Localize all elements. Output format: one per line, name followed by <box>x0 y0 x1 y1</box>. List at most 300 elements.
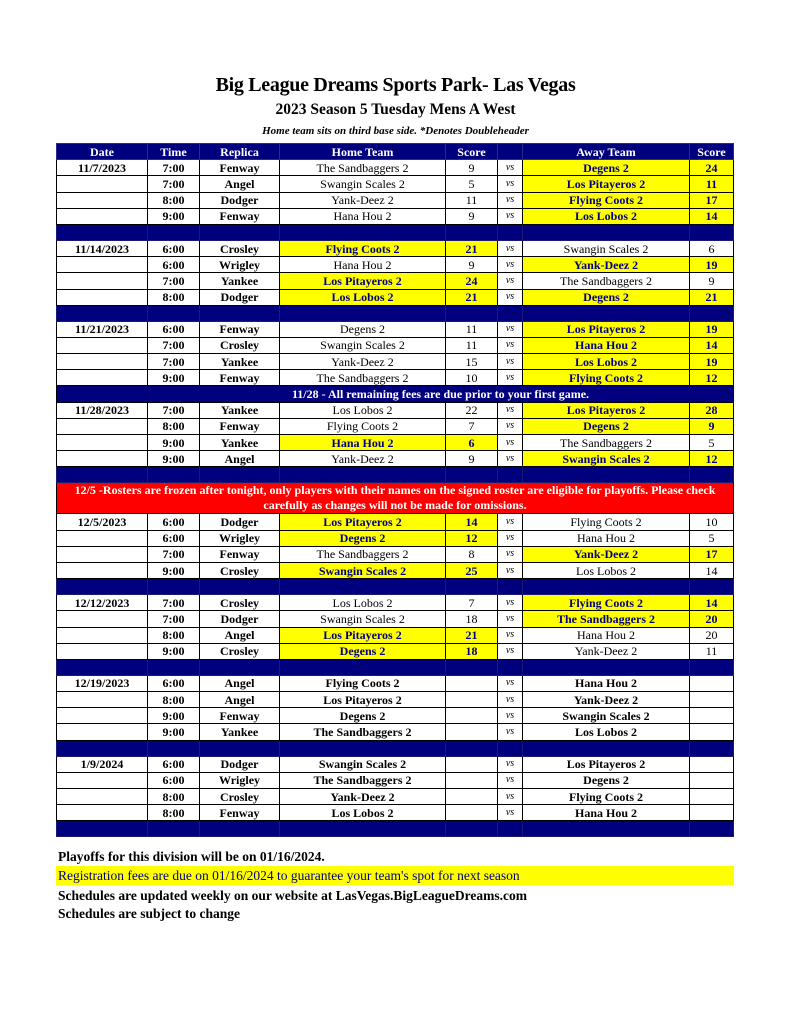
col-vs <box>498 144 523 160</box>
game-row <box>57 451 734 467</box>
game-date <box>57 435 148 451</box>
game-field: Crosley <box>200 562 280 578</box>
game-field: Yankee <box>200 273 280 289</box>
separator-cell <box>280 821 446 837</box>
game-row <box>57 772 734 788</box>
vs-label: vs <box>498 240 523 256</box>
game-date <box>57 708 148 724</box>
home-score: 7 <box>446 418 498 434</box>
home-team: Swangin Scales 2 <box>280 756 446 772</box>
playoffs-note: Playoffs for this division will be on 01/16/2024. <box>58 849 325 864</box>
game-field: Fenway <box>200 208 280 224</box>
separator-cell <box>280 740 446 756</box>
vs-label: vs <box>498 756 523 772</box>
away-score: 14 <box>690 208 734 224</box>
game-row <box>57 192 734 208</box>
home-score: 11 <box>446 192 498 208</box>
game-row <box>57 627 734 643</box>
separator-cell <box>446 740 498 756</box>
separator-cell <box>498 224 523 240</box>
away-score: 19 <box>690 354 734 370</box>
game-row <box>57 562 734 578</box>
vs-label: vs <box>498 418 523 434</box>
home-score <box>446 805 498 821</box>
separator-cell <box>523 740 690 756</box>
separator-cell <box>690 579 734 595</box>
away-team: Hana Hou 2 <box>523 337 690 353</box>
col-home-score: Score <box>446 144 498 160</box>
game-date <box>57 370 148 386</box>
page-title: Big League Dreams Sports Park- Las Vegas <box>215 74 576 96</box>
game-time: 8:00 <box>148 192 200 208</box>
header-row <box>57 144 734 160</box>
separator-cell <box>690 821 734 837</box>
separator-cell <box>498 467 523 483</box>
vs-label: vs <box>498 192 523 208</box>
away-team: Hana Hou 2 <box>523 530 690 546</box>
separator-cell <box>498 740 523 756</box>
away-team: Degens 2 <box>523 160 690 176</box>
game-date <box>57 208 148 224</box>
game-field: Crosley <box>200 240 280 256</box>
away-score: 14 <box>690 595 734 611</box>
game-row <box>57 208 734 224</box>
vs-label: vs <box>498 595 523 611</box>
game-field: Crosley <box>200 595 280 611</box>
home-team: Degens 2 <box>280 530 446 546</box>
home-team: The Sandbaggers 2 <box>280 546 446 562</box>
vs-label: vs <box>498 627 523 643</box>
home-team: The Sandbaggers 2 <box>280 772 446 788</box>
game-time: 9:00 <box>148 435 200 451</box>
game-time: 6:00 <box>148 240 200 256</box>
away-team: Flying Coots 2 <box>523 514 690 530</box>
game-date: 11/28/2023 <box>57 402 148 418</box>
away-score <box>690 724 734 740</box>
away-team: The Sandbaggers 2 <box>523 435 690 451</box>
away-team: Hana Hou 2 <box>523 627 690 643</box>
separator-cell <box>57 740 148 756</box>
home-team: Yank-Deez 2 <box>280 451 446 467</box>
game-field: Wrigley <box>200 530 280 546</box>
away-score <box>690 692 734 708</box>
game-row <box>57 756 734 772</box>
separator-cell <box>280 579 446 595</box>
separator-cell <box>148 224 200 240</box>
game-date <box>57 643 148 659</box>
home-score: 21 <box>446 240 498 256</box>
vs-label: vs <box>498 160 523 176</box>
away-score: 17 <box>690 192 734 208</box>
separator-cell <box>200 740 280 756</box>
game-row <box>57 402 734 418</box>
separator-cell <box>200 467 280 483</box>
game-row <box>57 530 734 546</box>
game-row <box>57 370 734 386</box>
week-separator <box>57 579 734 595</box>
vs-label: vs <box>498 724 523 740</box>
game-row <box>57 289 734 305</box>
game-field: Crosley <box>200 789 280 805</box>
game-date <box>57 692 148 708</box>
week-separator <box>57 659 734 675</box>
home-team: Los Pitayeros 2 <box>280 692 446 708</box>
game-time: 7:00 <box>148 354 200 370</box>
away-team: Yank-Deez 2 <box>523 257 690 273</box>
game-row <box>57 354 734 370</box>
game-time: 9:00 <box>148 451 200 467</box>
home-score: 21 <box>446 289 498 305</box>
separator-cell <box>690 740 734 756</box>
game-date <box>57 724 148 740</box>
home-team: Los Pitayeros 2 <box>280 273 446 289</box>
vs-label: vs <box>498 789 523 805</box>
vs-label: vs <box>498 514 523 530</box>
away-team: Flying Coots 2 <box>523 789 690 805</box>
away-team: Degens 2 <box>523 418 690 434</box>
game-row <box>57 643 734 659</box>
home-team: Los Lobos 2 <box>280 402 446 418</box>
separator-cell <box>523 224 690 240</box>
game-time: 6:00 <box>148 756 200 772</box>
away-team: Flying Coots 2 <box>523 595 690 611</box>
game-time: 6:00 <box>148 675 200 691</box>
separator-cell <box>523 659 690 675</box>
game-time: 9:00 <box>148 643 200 659</box>
game-row <box>57 418 734 434</box>
home-team-note: Home team sits on third base side. *Denotes Doubleheader <box>262 125 529 137</box>
home-score: 18 <box>446 611 498 627</box>
separator-cell <box>446 579 498 595</box>
game-date <box>57 562 148 578</box>
vs-label: vs <box>498 370 523 386</box>
away-team: The Sandbaggers 2 <box>523 273 690 289</box>
vs-label: vs <box>498 321 523 337</box>
game-date <box>57 805 148 821</box>
game-row <box>57 321 734 337</box>
away-team: Swangin Scales 2 <box>523 240 690 256</box>
disclaimer-note: Schedules are subject to change <box>58 906 240 921</box>
home-score: 21 <box>446 627 498 643</box>
vs-label: vs <box>498 562 523 578</box>
game-date <box>57 337 148 353</box>
home-team: Flying Coots 2 <box>280 240 446 256</box>
away-score: 20 <box>690 627 734 643</box>
away-score: 10 <box>690 514 734 530</box>
vs-label: vs <box>498 805 523 821</box>
separator-cell <box>690 305 734 321</box>
col-date: Date <box>57 144 148 160</box>
away-team: Degens 2 <box>523 772 690 788</box>
home-score <box>446 708 498 724</box>
game-time: 6:00 <box>148 514 200 530</box>
game-date: 12/12/2023 <box>57 595 148 611</box>
fees-notice-row <box>57 386 734 402</box>
away-team: The Sandbaggers 2 <box>523 611 690 627</box>
away-team: Hana Hou 2 <box>523 805 690 821</box>
away-score: 5 <box>690 435 734 451</box>
home-team: Hana Hou 2 <box>280 435 446 451</box>
away-score: 20 <box>690 611 734 627</box>
home-score: 5 <box>446 176 498 192</box>
game-field: Fenway <box>200 418 280 434</box>
away-score: 28 <box>690 402 734 418</box>
separator-cell <box>690 224 734 240</box>
home-score: 18 <box>446 643 498 659</box>
game-date <box>57 627 148 643</box>
away-team: Flying Coots 2 <box>523 370 690 386</box>
roster-alert: 12/5 -Rosters are frozen after tonight, only players with their names on the signed roster are eligible for playoffs. Please check carefully as changes will not be made for omissions. <box>57 483 734 514</box>
week-separator <box>57 740 734 756</box>
game-date <box>57 192 148 208</box>
away-score <box>690 789 734 805</box>
game-field: Wrigley <box>200 257 280 273</box>
separator-cell <box>498 579 523 595</box>
away-team: Swangin Scales 2 <box>523 451 690 467</box>
vs-label: vs <box>498 546 523 562</box>
game-date: 12/19/2023 <box>57 675 148 691</box>
separator-cell <box>200 659 280 675</box>
home-score: 8 <box>446 546 498 562</box>
week-separator <box>57 467 734 483</box>
away-team: Hana Hou 2 <box>523 675 690 691</box>
away-score: 14 <box>690 562 734 578</box>
away-score: 11 <box>690 643 734 659</box>
game-time: 7:00 <box>148 160 200 176</box>
game-row <box>57 595 734 611</box>
game-field: Wrigley <box>200 772 280 788</box>
home-score: 24 <box>446 273 498 289</box>
home-score: 11 <box>446 321 498 337</box>
website-note: Schedules are updated weekly on our website at LasVegas.BigLeagueDreams.com <box>58 888 528 903</box>
game-row <box>57 273 734 289</box>
game-row <box>57 240 734 256</box>
home-team: Hana Hou 2 <box>280 257 446 273</box>
home-team: Degens 2 <box>280 643 446 659</box>
game-date <box>57 418 148 434</box>
separator-cell <box>57 659 148 675</box>
away-score: 21 <box>690 289 734 305</box>
separator-cell <box>446 224 498 240</box>
game-row <box>57 805 734 821</box>
roster-alert-row <box>57 483 734 514</box>
home-score: 9 <box>446 160 498 176</box>
game-time: 7:00 <box>148 611 200 627</box>
separator-cell <box>498 305 523 321</box>
game-time: 8:00 <box>148 627 200 643</box>
separator-cell <box>200 305 280 321</box>
separator-cell <box>280 224 446 240</box>
away-team: Degens 2 <box>523 289 690 305</box>
game-row <box>57 675 734 691</box>
home-team: Swangin Scales 2 <box>280 176 446 192</box>
separator-cell <box>200 821 280 837</box>
away-team: Los Pitayeros 2 <box>523 402 690 418</box>
home-score: 9 <box>446 257 498 273</box>
game-field: Fenway <box>200 708 280 724</box>
away-score: 6 <box>690 240 734 256</box>
game-field: Angel <box>200 176 280 192</box>
away-team: Yank-Deez 2 <box>523 643 690 659</box>
home-team: The Sandbaggers 2 <box>280 160 446 176</box>
game-row <box>57 789 734 805</box>
home-team: Flying Coots 2 <box>280 418 446 434</box>
vs-label: vs <box>498 675 523 691</box>
away-score: 9 <box>690 273 734 289</box>
away-team: Los Pitayeros 2 <box>523 321 690 337</box>
away-score: 5 <box>690 530 734 546</box>
home-team: Yank-Deez 2 <box>280 789 446 805</box>
week-separator <box>57 305 734 321</box>
game-time: 6:00 <box>148 257 200 273</box>
game-field: Yankee <box>200 724 280 740</box>
away-score: 14 <box>690 337 734 353</box>
separator-cell <box>280 467 446 483</box>
vs-label: vs <box>498 451 523 467</box>
vs-label: vs <box>498 402 523 418</box>
game-date: 1/9/2024 <box>57 756 148 772</box>
game-field: Dodger <box>200 289 280 305</box>
game-time: 9:00 <box>148 208 200 224</box>
game-field: Fenway <box>200 321 280 337</box>
separator-cell <box>148 740 200 756</box>
game-field: Dodger <box>200 611 280 627</box>
away-score <box>690 708 734 724</box>
home-team: Degens 2 <box>280 321 446 337</box>
vs-label: vs <box>498 708 523 724</box>
home-team: Hana Hou 2 <box>280 208 446 224</box>
game-date <box>57 451 148 467</box>
separator-cell <box>57 821 148 837</box>
separator-cell <box>446 659 498 675</box>
separator-cell <box>200 224 280 240</box>
vs-label: vs <box>498 176 523 192</box>
home-score: 11 <box>446 337 498 353</box>
separator-cell <box>148 305 200 321</box>
game-time: 6:00 <box>148 772 200 788</box>
vs-label: vs <box>498 643 523 659</box>
separator-cell <box>280 659 446 675</box>
col-home-team: Home Team <box>280 144 446 160</box>
game-row <box>57 160 734 176</box>
home-team: Yank-Deez 2 <box>280 354 446 370</box>
game-row <box>57 514 734 530</box>
away-team: Los Pitayeros 2 <box>523 756 690 772</box>
game-row <box>57 176 734 192</box>
game-date <box>57 289 148 305</box>
separator-cell <box>57 467 148 483</box>
game-field: Dodger <box>200 756 280 772</box>
home-score: 7 <box>446 595 498 611</box>
game-date <box>57 772 148 788</box>
separator-cell <box>57 224 148 240</box>
game-row <box>57 435 734 451</box>
home-team: Swangin Scales 2 <box>280 562 446 578</box>
game-field: Crosley <box>200 643 280 659</box>
away-score: 19 <box>690 257 734 273</box>
away-score <box>690 772 734 788</box>
away-score <box>690 805 734 821</box>
home-score: 6 <box>446 435 498 451</box>
col-time: Time <box>148 144 200 160</box>
away-score: 12 <box>690 370 734 386</box>
game-field: Yankee <box>200 402 280 418</box>
separator-cell <box>498 659 523 675</box>
game-field: Fenway <box>200 546 280 562</box>
separator-cell <box>148 467 200 483</box>
game-time: 6:00 <box>148 530 200 546</box>
home-team: Yank-Deez 2 <box>280 192 446 208</box>
separator-cell <box>148 659 200 675</box>
separator-cell <box>446 821 498 837</box>
col-away-team: Away Team <box>523 144 690 160</box>
home-score: 25 <box>446 562 498 578</box>
separator-cell <box>498 821 523 837</box>
week-separator <box>57 821 734 837</box>
home-team: Swangin Scales 2 <box>280 337 446 353</box>
away-score: 9 <box>690 418 734 434</box>
game-time: 8:00 <box>148 805 200 821</box>
vs-label: vs <box>498 337 523 353</box>
home-team: Degens 2 <box>280 708 446 724</box>
home-score <box>446 789 498 805</box>
game-time: 7:00 <box>148 402 200 418</box>
separator-cell <box>523 821 690 837</box>
vs-label: vs <box>498 692 523 708</box>
vs-label: vs <box>498 208 523 224</box>
home-team: The Sandbaggers 2 <box>280 724 446 740</box>
game-row <box>57 257 734 273</box>
col-away-score: Score <box>690 144 734 160</box>
game-field: Angel <box>200 692 280 708</box>
away-team: Los Lobos 2 <box>523 724 690 740</box>
game-time: 6:00 <box>148 321 200 337</box>
home-score: 14 <box>446 514 498 530</box>
home-score: 9 <box>446 208 498 224</box>
game-time: 7:00 <box>148 273 200 289</box>
home-team: Los Pitayeros 2 <box>280 627 446 643</box>
game-field: Fenway <box>200 160 280 176</box>
game-row <box>57 708 734 724</box>
game-date <box>57 176 148 192</box>
away-team: Yank-Deez 2 <box>523 546 690 562</box>
home-score: 22 <box>446 402 498 418</box>
game-time: 9:00 <box>148 708 200 724</box>
separator-cell <box>280 305 446 321</box>
game-time: 7:00 <box>148 176 200 192</box>
game-field: Dodger <box>200 192 280 208</box>
game-date: 11/14/2023 <box>57 240 148 256</box>
game-time: 8:00 <box>148 789 200 805</box>
vs-label: vs <box>498 257 523 273</box>
home-team: Los Lobos 2 <box>280 805 446 821</box>
game-row <box>57 546 734 562</box>
game-field: Fenway <box>200 370 280 386</box>
game-row <box>57 611 734 627</box>
notice-spacer <box>57 386 148 402</box>
away-team: Flying Coots 2 <box>523 192 690 208</box>
home-score <box>446 772 498 788</box>
game-date: 11/21/2023 <box>57 321 148 337</box>
season-subtitle: 2023 Season 5 Tuesday Mens A West <box>275 101 516 118</box>
away-score: 24 <box>690 160 734 176</box>
game-date <box>57 354 148 370</box>
home-score: 9 <box>446 451 498 467</box>
separator-cell <box>523 305 690 321</box>
game-field: Angel <box>200 675 280 691</box>
vs-label: vs <box>498 289 523 305</box>
game-row <box>57 337 734 353</box>
